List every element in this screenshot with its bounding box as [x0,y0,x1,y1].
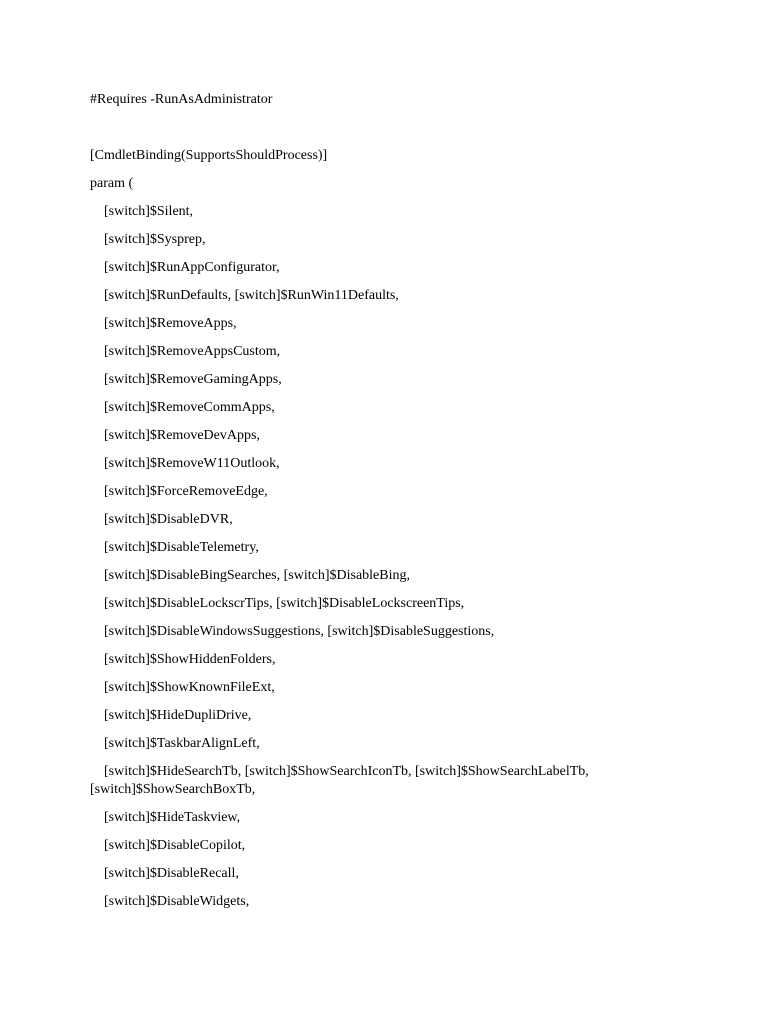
param-line: [switch]$DisableWidgets, [104,894,250,909]
param-line: [switch]$DisableRecall, [104,866,239,881]
param-line: [switch]$ForceRemoveEdge, [104,484,268,499]
param-line: [switch]$ShowHiddenFolders, [104,652,276,667]
document-content [90,91,650,921]
param-line: [switch]$TaskbarAlignLeft, [104,736,260,751]
param-line: [switch]$Sysprep, [104,232,206,247]
param-line: [switch]$Silent, [104,204,194,219]
cmdlet-binding-line: [CmdletBinding(SupportsShouldProcess)] [90,148,328,163]
param-line: [switch]$HideSearchTb, [switch]$ShowSearchIconTb, [switch]$ShowSearchLabelTb, [switch]$ShowSearchBoxTb, [90,764,593,797]
requires-line: #Requires -RunAsAdministrator [90,92,273,107]
param-line: [switch]$RemoveGamingApps, [104,372,282,387]
param-line: [switch]$RemoveAppsCustom, [104,344,281,359]
param-line: [switch]$ShowKnownFileExt, [104,680,275,695]
param-line: [switch]$RunDefaults, [switch]$RunWin11Defaults, [104,288,399,303]
param-line: [switch]$RemoveCommApps, [104,400,275,415]
param-line: [switch]$DisableCopilot, [104,838,246,853]
param-line: [switch]$RunAppConfigurator, [104,260,280,275]
param-line: [switch]$HideDupliDrive, [104,708,252,723]
param-line: [switch]$RemoveDevApps, [104,428,260,443]
param-line: [switch]$DisableWindowsSuggestions, [switch]$DisableSuggestions, [104,624,495,639]
param-open-line: param ( [90,176,134,191]
param-line: [switch]$RemoveApps, [104,316,237,331]
param-line: [switch]$DisableBingSearches, [switch]$DisableBing, [104,568,410,583]
param-line: [switch]$HideTaskview, [104,810,241,825]
param-line: [switch]$DisableTelemetry, [104,540,259,555]
param-line: [switch]$DisableLockscrTips, [switch]$DisableLockscreenTips, [104,596,465,611]
param-line: [switch]$DisableDVR, [104,512,233,527]
param-line: [switch]$RemoveW11Outlook, [104,456,280,471]
